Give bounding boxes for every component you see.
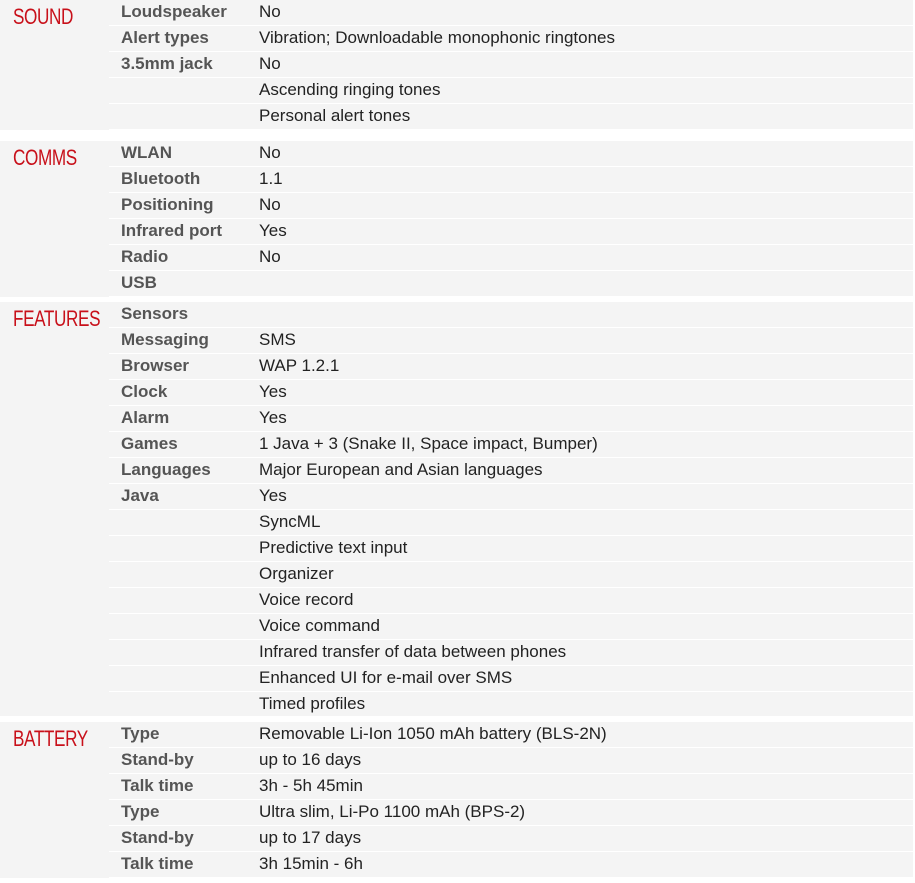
spec-row — [109, 748, 913, 774]
section-battery — [0, 722, 913, 878]
spec-label: Messaging — [121, 330, 209, 349]
section-title-battery: BATTERY — [13, 726, 88, 751]
spec-label: Languages — [121, 460, 211, 479]
spec-label: Alarm — [121, 408, 170, 427]
spec-value: 1.1 — [259, 169, 283, 188]
section-features — [0, 302, 913, 716]
spec-row — [109, 722, 913, 748]
spec-row — [109, 800, 913, 826]
spec-row — [109, 640, 913, 666]
spec-value: Yes — [259, 221, 287, 240]
spec-rows-sound — [109, 0, 913, 130]
spec-label: Positioning — [121, 195, 214, 214]
spec-row — [109, 328, 913, 354]
section-sound — [0, 0, 913, 130]
spec-value: Organizer — [259, 564, 334, 583]
spec-row — [109, 271, 913, 297]
spec-value: 3h - 5h 45min — [259, 776, 363, 795]
spec-value: 3h 15min - 6h — [259, 854, 363, 873]
spec-label: Java — [121, 486, 159, 505]
spec-row — [109, 432, 913, 458]
spec-label: Talk time — [121, 776, 194, 795]
spec-label: Sensors — [121, 304, 189, 323]
spec-value: Predictive text input — [259, 538, 408, 557]
spec-row — [109, 26, 913, 52]
spec-value: Removable Li-Ion 1050 mAh battery (BLS-2N) — [259, 724, 607, 743]
spec-label: Stand-by — [121, 750, 194, 769]
spec-row — [109, 141, 913, 167]
spec-label: Infrared port — [121, 221, 223, 240]
spec-row — [109, 52, 913, 78]
spec-label: Type — [121, 802, 160, 821]
section-title-features: FEATURES — [13, 306, 101, 331]
spec-value: Vibration; Downloadable monophonic ringtones — [259, 28, 615, 47]
section-title-sound: SOUND — [13, 4, 74, 29]
spec-value: Yes — [259, 382, 287, 401]
spec-row — [109, 0, 913, 26]
spec-label: Alert types — [121, 28, 209, 47]
spec-value: Voice command — [259, 616, 380, 635]
spec-label: Loudspeaker — [121, 2, 227, 21]
spec-value: up to 17 days — [259, 828, 362, 847]
spec-row — [109, 852, 913, 878]
spec-value: No — [259, 54, 281, 73]
spec-label: Type — [121, 724, 160, 743]
spec-label: Browser — [121, 356, 190, 375]
spec-row — [109, 406, 913, 432]
spec-value: Personal alert tones — [259, 106, 411, 125]
spec-value: No — [259, 2, 281, 21]
spec-value: Enhanced UI for e-mail over SMS — [259, 668, 513, 687]
spec-row — [109, 774, 913, 800]
spec-value: Ultra slim, Li-Po 1100 mAh (BPS-2) — [259, 802, 526, 821]
spec-row — [109, 219, 913, 245]
spec-row — [109, 245, 913, 271]
spec-value: Infrared transfer of data between phones — [259, 642, 567, 661]
spec-row — [109, 562, 913, 588]
spec-label: Games — [121, 434, 178, 453]
spec-row — [109, 692, 913, 718]
spec-label: Stand-by — [121, 828, 194, 847]
spec-value: WAP 1.2.1 — [259, 356, 340, 375]
spec-row — [109, 536, 913, 562]
spec-row — [109, 354, 913, 380]
spec-rows-features — [109, 302, 913, 718]
spec-value: SyncML — [259, 512, 321, 531]
spec-value: Major European and Asian languages — [259, 460, 543, 479]
spec-label: Radio — [121, 247, 169, 266]
spec-value: No — [259, 247, 281, 266]
spec-row — [109, 666, 913, 692]
spec-row — [109, 104, 913, 130]
spec-row — [109, 484, 913, 510]
spec-label: Clock — [121, 382, 168, 401]
spec-label: USB — [121, 273, 157, 292]
spec-row — [109, 302, 913, 328]
spec-label: Bluetooth — [121, 169, 201, 188]
spec-value: SMS — [259, 330, 296, 349]
spec-row — [109, 193, 913, 219]
spec-value: Yes — [259, 408, 287, 427]
spec-label: Talk time — [121, 854, 194, 873]
spec-row — [109, 167, 913, 193]
spec-row — [109, 78, 913, 104]
section-title-comms: COMMS — [13, 145, 77, 170]
spec-row — [109, 380, 913, 406]
spec-rows-battery — [109, 722, 913, 878]
spec-value: Ascending ringing tones — [259, 80, 441, 99]
spec-row — [109, 614, 913, 640]
spec-row — [109, 510, 913, 536]
spec-value: Timed profiles — [259, 694, 366, 713]
spec-label: 3.5mm jack — [121, 54, 213, 73]
spec-value: No — [259, 143, 281, 162]
spec-value: No — [259, 195, 281, 214]
spec-rows-comms — [109, 141, 913, 297]
spec-row — [109, 826, 913, 852]
section-comms — [0, 141, 913, 297]
spec-value: Yes — [259, 486, 287, 505]
spec-row — [109, 458, 913, 484]
spec-row — [109, 588, 913, 614]
spec-value: Voice record — [259, 590, 354, 609]
spec-label: WLAN — [121, 143, 172, 162]
spec-value: 1 Java + 3 (Snake II, Space impact, Bumper) — [259, 434, 598, 453]
spec-value: up to 16 days — [259, 750, 362, 769]
